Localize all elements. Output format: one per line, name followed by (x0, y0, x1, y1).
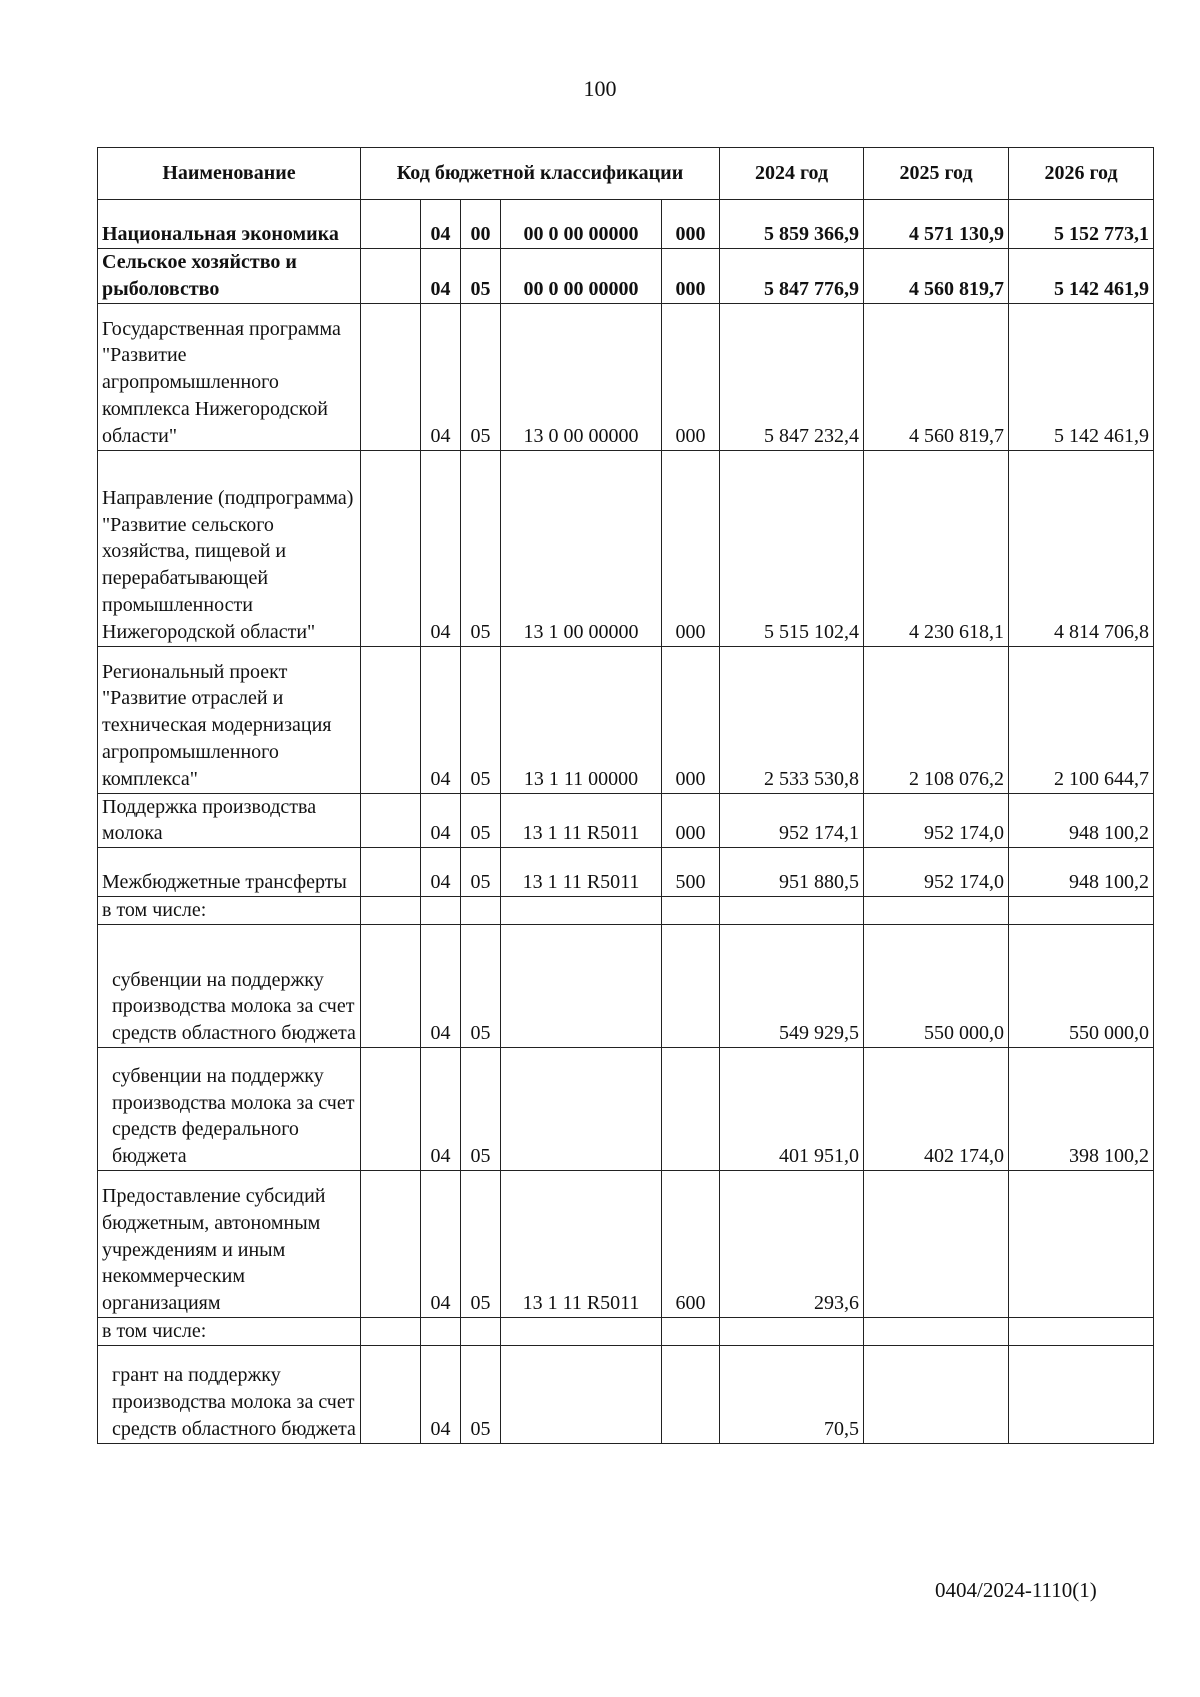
row-expense-type: 000 (662, 793, 720, 848)
row-section: 04 (421, 200, 461, 249)
table-row (98, 793, 1154, 848)
row-expense-type (662, 1047, 720, 1170)
row-value-2025: 952 174,0 (864, 848, 1009, 897)
header-2025: 2025 год (864, 148, 1009, 200)
row-expense-type (662, 1317, 720, 1345)
row-blank-cell (361, 450, 421, 646)
row-expense-type: 000 (662, 450, 720, 646)
row-subsection: 05 (461, 1047, 501, 1170)
row-value-2026: 550 000,0 (1009, 924, 1154, 1047)
row-value-2026: 4 814 706,8 (1009, 450, 1154, 646)
row-subsection: 05 (461, 1170, 501, 1317)
row-section: 04 (421, 249, 461, 304)
row-section (421, 897, 461, 925)
row-blank-cell (361, 848, 421, 897)
row-subsection: 05 (461, 924, 501, 1047)
row-value-2025 (864, 897, 1009, 925)
row-target-article (501, 924, 662, 1047)
table-row (98, 1047, 1154, 1170)
row-target-article: 13 1 11 00000 (501, 646, 662, 793)
row-target-article (501, 1317, 662, 1345)
row-name: Региональный проект "Развитие отраслей и техническая модернизация агропромышленного комплекса" (98, 646, 361, 793)
row-value-2026 (1009, 1317, 1154, 1345)
table-row (98, 848, 1154, 897)
row-value-2025: 402 174,0 (864, 1047, 1009, 1170)
row-name: в том числе: (98, 1317, 361, 1345)
row-target-article (501, 1047, 662, 1170)
row-value-2026 (1009, 897, 1154, 925)
table-row (98, 1317, 1154, 1345)
row-target-article: 13 1 00 00000 (501, 450, 662, 646)
row-target-article: 13 1 11 R5011 (501, 793, 662, 848)
row-blank-cell (361, 303, 421, 450)
row-blank-cell (361, 924, 421, 1047)
row-blank-cell (361, 1170, 421, 1317)
table-row (98, 249, 1154, 304)
row-subsection: 00 (461, 200, 501, 249)
table-row (98, 200, 1154, 249)
row-subsection: 05 (461, 450, 501, 646)
row-value-2025 (864, 1317, 1009, 1345)
table-row (98, 450, 1154, 646)
row-subsection: 05 (461, 249, 501, 304)
row-value-2025: 2 108 076,2 (864, 646, 1009, 793)
table-row (98, 897, 1154, 925)
row-value-2025: 952 174,0 (864, 793, 1009, 848)
row-target-article (501, 897, 662, 925)
budget-table (97, 147, 1154, 1444)
row-expense-type: 000 (662, 303, 720, 450)
row-target-article: 13 1 11 R5011 (501, 848, 662, 897)
header-name: Наименование (98, 148, 361, 200)
row-subsection (461, 897, 501, 925)
row-value-2024 (720, 1317, 864, 1345)
row-section: 04 (421, 1170, 461, 1317)
row-value-2024: 70,5 (720, 1345, 864, 1443)
row-subsection: 05 (461, 793, 501, 848)
header-budget-code: Код бюджетной классификации (361, 148, 720, 200)
row-target-article: 00 0 00 00000 (501, 200, 662, 249)
row-value-2024 (720, 897, 864, 925)
row-blank-cell (361, 1345, 421, 1443)
row-value-2024: 5 847 776,9 (720, 249, 864, 304)
header-2024: 2024 год (720, 148, 864, 200)
row-name: Межбюджетные трансферты (98, 848, 361, 897)
table-row (98, 1345, 1154, 1443)
row-value-2026: 2 100 644,7 (1009, 646, 1154, 793)
row-section: 04 (421, 646, 461, 793)
row-expense-type (662, 924, 720, 1047)
table-row (98, 646, 1154, 793)
row-name: субвенции на поддержку производства молока за счет средств областного бюджета (98, 924, 361, 1047)
table-row (98, 924, 1154, 1047)
row-blank-cell (361, 646, 421, 793)
row-value-2024: 5 515 102,4 (720, 450, 864, 646)
row-name: Государственная программа "Развитие агропромышленного комплекса Нижегородской области" (98, 303, 361, 450)
row-target-article: 13 1 11 R5011 (501, 1170, 662, 1317)
row-name: грант на поддержку производства молока за счет средств областного бюджета (98, 1345, 361, 1443)
row-section: 04 (421, 848, 461, 897)
row-expense-type: 000 (662, 646, 720, 793)
row-name: Направление (подпрограмма) "Развитие сельского хозяйства, пищевой и перерабатывающей промышленности Нижегородской области" (98, 450, 361, 646)
row-blank-cell (361, 249, 421, 304)
table-row (98, 1170, 1154, 1317)
page-number: 100 (583, 76, 617, 101)
row-name: Поддержка производства молока (98, 793, 361, 848)
row-value-2026: 948 100,2 (1009, 793, 1154, 848)
row-expense-type: 600 (662, 1170, 720, 1317)
row-value-2025: 4 560 819,7 (864, 303, 1009, 450)
row-subsection: 05 (461, 303, 501, 450)
row-subsection: 05 (461, 1345, 501, 1443)
row-value-2025: 4 560 819,7 (864, 249, 1009, 304)
row-expense-type: 000 (662, 200, 720, 249)
row-section: 04 (421, 793, 461, 848)
row-value-2026: 5 142 461,9 (1009, 303, 1154, 450)
row-blank-cell (361, 897, 421, 925)
header-row (98, 148, 1154, 200)
row-value-2025: 4 571 130,9 (864, 200, 1009, 249)
row-value-2024: 5 859 366,9 (720, 200, 864, 249)
row-value-2026: 5 142 461,9 (1009, 249, 1154, 304)
row-subsection (461, 1317, 501, 1345)
row-name: субвенции на поддержку производства молока за счет средств федерального бюджета (98, 1047, 361, 1170)
row-target-article: 00 0 00 00000 (501, 249, 662, 304)
row-section: 04 (421, 1047, 461, 1170)
row-expense-type: 500 (662, 848, 720, 897)
table-row (98, 303, 1154, 450)
row-blank-cell (361, 1317, 421, 1345)
row-value-2026: 398 100,2 (1009, 1047, 1154, 1170)
row-value-2026 (1009, 1170, 1154, 1317)
row-name: в том числе: (98, 897, 361, 925)
row-expense-type (662, 897, 720, 925)
row-section (421, 1317, 461, 1345)
row-value-2024: 2 533 530,8 (720, 646, 864, 793)
row-value-2024: 5 847 232,4 (720, 303, 864, 450)
row-subsection: 05 (461, 646, 501, 793)
row-name: Предоставление субсидий бюджетным, автономным учреждениям и иным некоммерческим организациям (98, 1170, 361, 1317)
row-section: 04 (421, 1345, 461, 1443)
row-value-2026: 948 100,2 (1009, 848, 1154, 897)
row-value-2024: 293,6 (720, 1170, 864, 1317)
row-expense-type (662, 1345, 720, 1443)
row-value-2024: 951 880,5 (720, 848, 864, 897)
row-blank-cell (361, 1047, 421, 1170)
row-value-2025 (864, 1345, 1009, 1443)
row-name: Национальная экономика (98, 200, 361, 249)
row-blank-cell (361, 200, 421, 249)
row-section: 04 (421, 450, 461, 646)
row-expense-type: 000 (662, 249, 720, 304)
row-name: Сельское хозяйство и рыболовство (98, 249, 361, 304)
row-value-2026 (1009, 1345, 1154, 1443)
row-value-2025: 550 000,0 (864, 924, 1009, 1047)
row-blank-cell (361, 793, 421, 848)
row-subsection: 05 (461, 848, 501, 897)
row-value-2024: 952 174,1 (720, 793, 864, 848)
row-value-2025 (864, 1170, 1009, 1317)
row-target-article (501, 1345, 662, 1443)
row-target-article: 13 0 00 00000 (501, 303, 662, 450)
row-value-2025: 4 230 618,1 (864, 450, 1009, 646)
row-value-2024: 549 929,5 (720, 924, 864, 1047)
row-value-2024: 401 951,0 (720, 1047, 864, 1170)
row-section: 04 (421, 303, 461, 450)
row-value-2026: 5 152 773,1 (1009, 200, 1154, 249)
row-section: 04 (421, 924, 461, 1047)
document-reference: 0404/2024-1110(1) (935, 1578, 1097, 1602)
header-2026: 2026 год (1009, 148, 1154, 200)
